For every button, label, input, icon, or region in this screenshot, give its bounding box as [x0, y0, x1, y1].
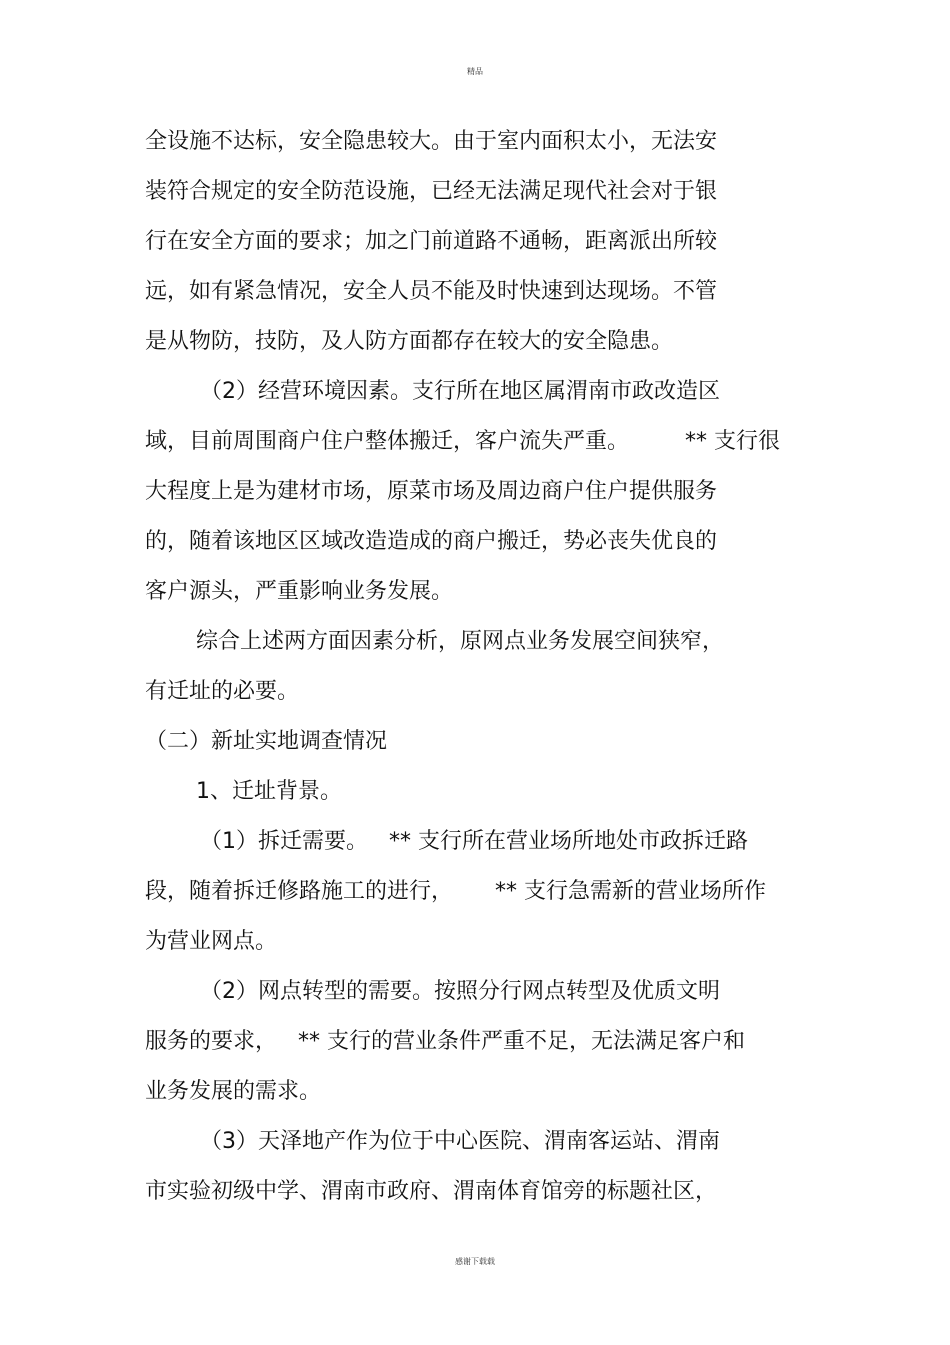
text-line: 是从物防，技防，及人防方面都存在较大的安全隐患。 — [145, 329, 674, 354]
text-line: 业务发展的需求。 — [145, 1079, 322, 1104]
text-line: 市实验初级中学、渭南市政府、渭南体育馆旁的标题社区， — [145, 1179, 718, 1204]
text-line: 大程度上是为建材市场，原菜市场及周边商户住户提供服务 — [145, 479, 718, 504]
subsection-heading: 1、迁址背景。 — [196, 779, 342, 804]
text-line: 的，随着该地区区域改造造成的商户搬迁，势必丧失优良的 — [145, 529, 718, 554]
text-line: 全设施不达标，安全隐患较大。由于室内面积太小，无法安 — [145, 129, 718, 154]
text-line: 装符合规定的安全防范设施，已经无法满足现代社会对于银 — [145, 179, 718, 204]
text-line: （2）网点转型的需要。按照分行网点转型及优质文明 — [200, 979, 720, 1004]
text-line: 段，随着拆迁修路施工的进行， ** 支行急需新的营业场所作 — [145, 879, 766, 904]
text-line: 行在安全方面的要求；加之门前道路不通畅，距离派出所较 — [145, 229, 718, 254]
text-line: 综合上述两方面因素分析，原网点业务发展空间狭窄， — [196, 629, 725, 654]
section-heading: （二）新址实地调查情况 — [145, 729, 388, 754]
text-line: （2）经营环境因素。支行所在地区属渭南市政改造区 — [200, 379, 720, 404]
text-line: 域，目前周围商户住户整体搬迁，客户流失严重。 ** 支行很 — [145, 429, 780, 454]
text-line: （1）拆迁需要。 ** 支行所在营业场所地处市政拆迁路 — [200, 829, 748, 854]
text-line: 远，如有紧急情况，安全人员不能及时快速到达现场。不管 — [145, 279, 718, 304]
text-line: 为营业网点。 — [145, 929, 278, 954]
text-line: （3）天泽地产作为位于中心医院、渭南客运站、渭南 — [200, 1129, 720, 1154]
text-line: 服务的要求， ** 支行的营业条件严重不足，无法满足客户和 — [145, 1029, 745, 1054]
page-footer: 感谢下载载 — [455, 1257, 495, 1266]
page-header: 精品 — [467, 67, 483, 76]
text-line: 客户源头，严重影响业务发展。 — [145, 579, 454, 604]
text-line: 有迁址的必要。 — [145, 679, 300, 704]
